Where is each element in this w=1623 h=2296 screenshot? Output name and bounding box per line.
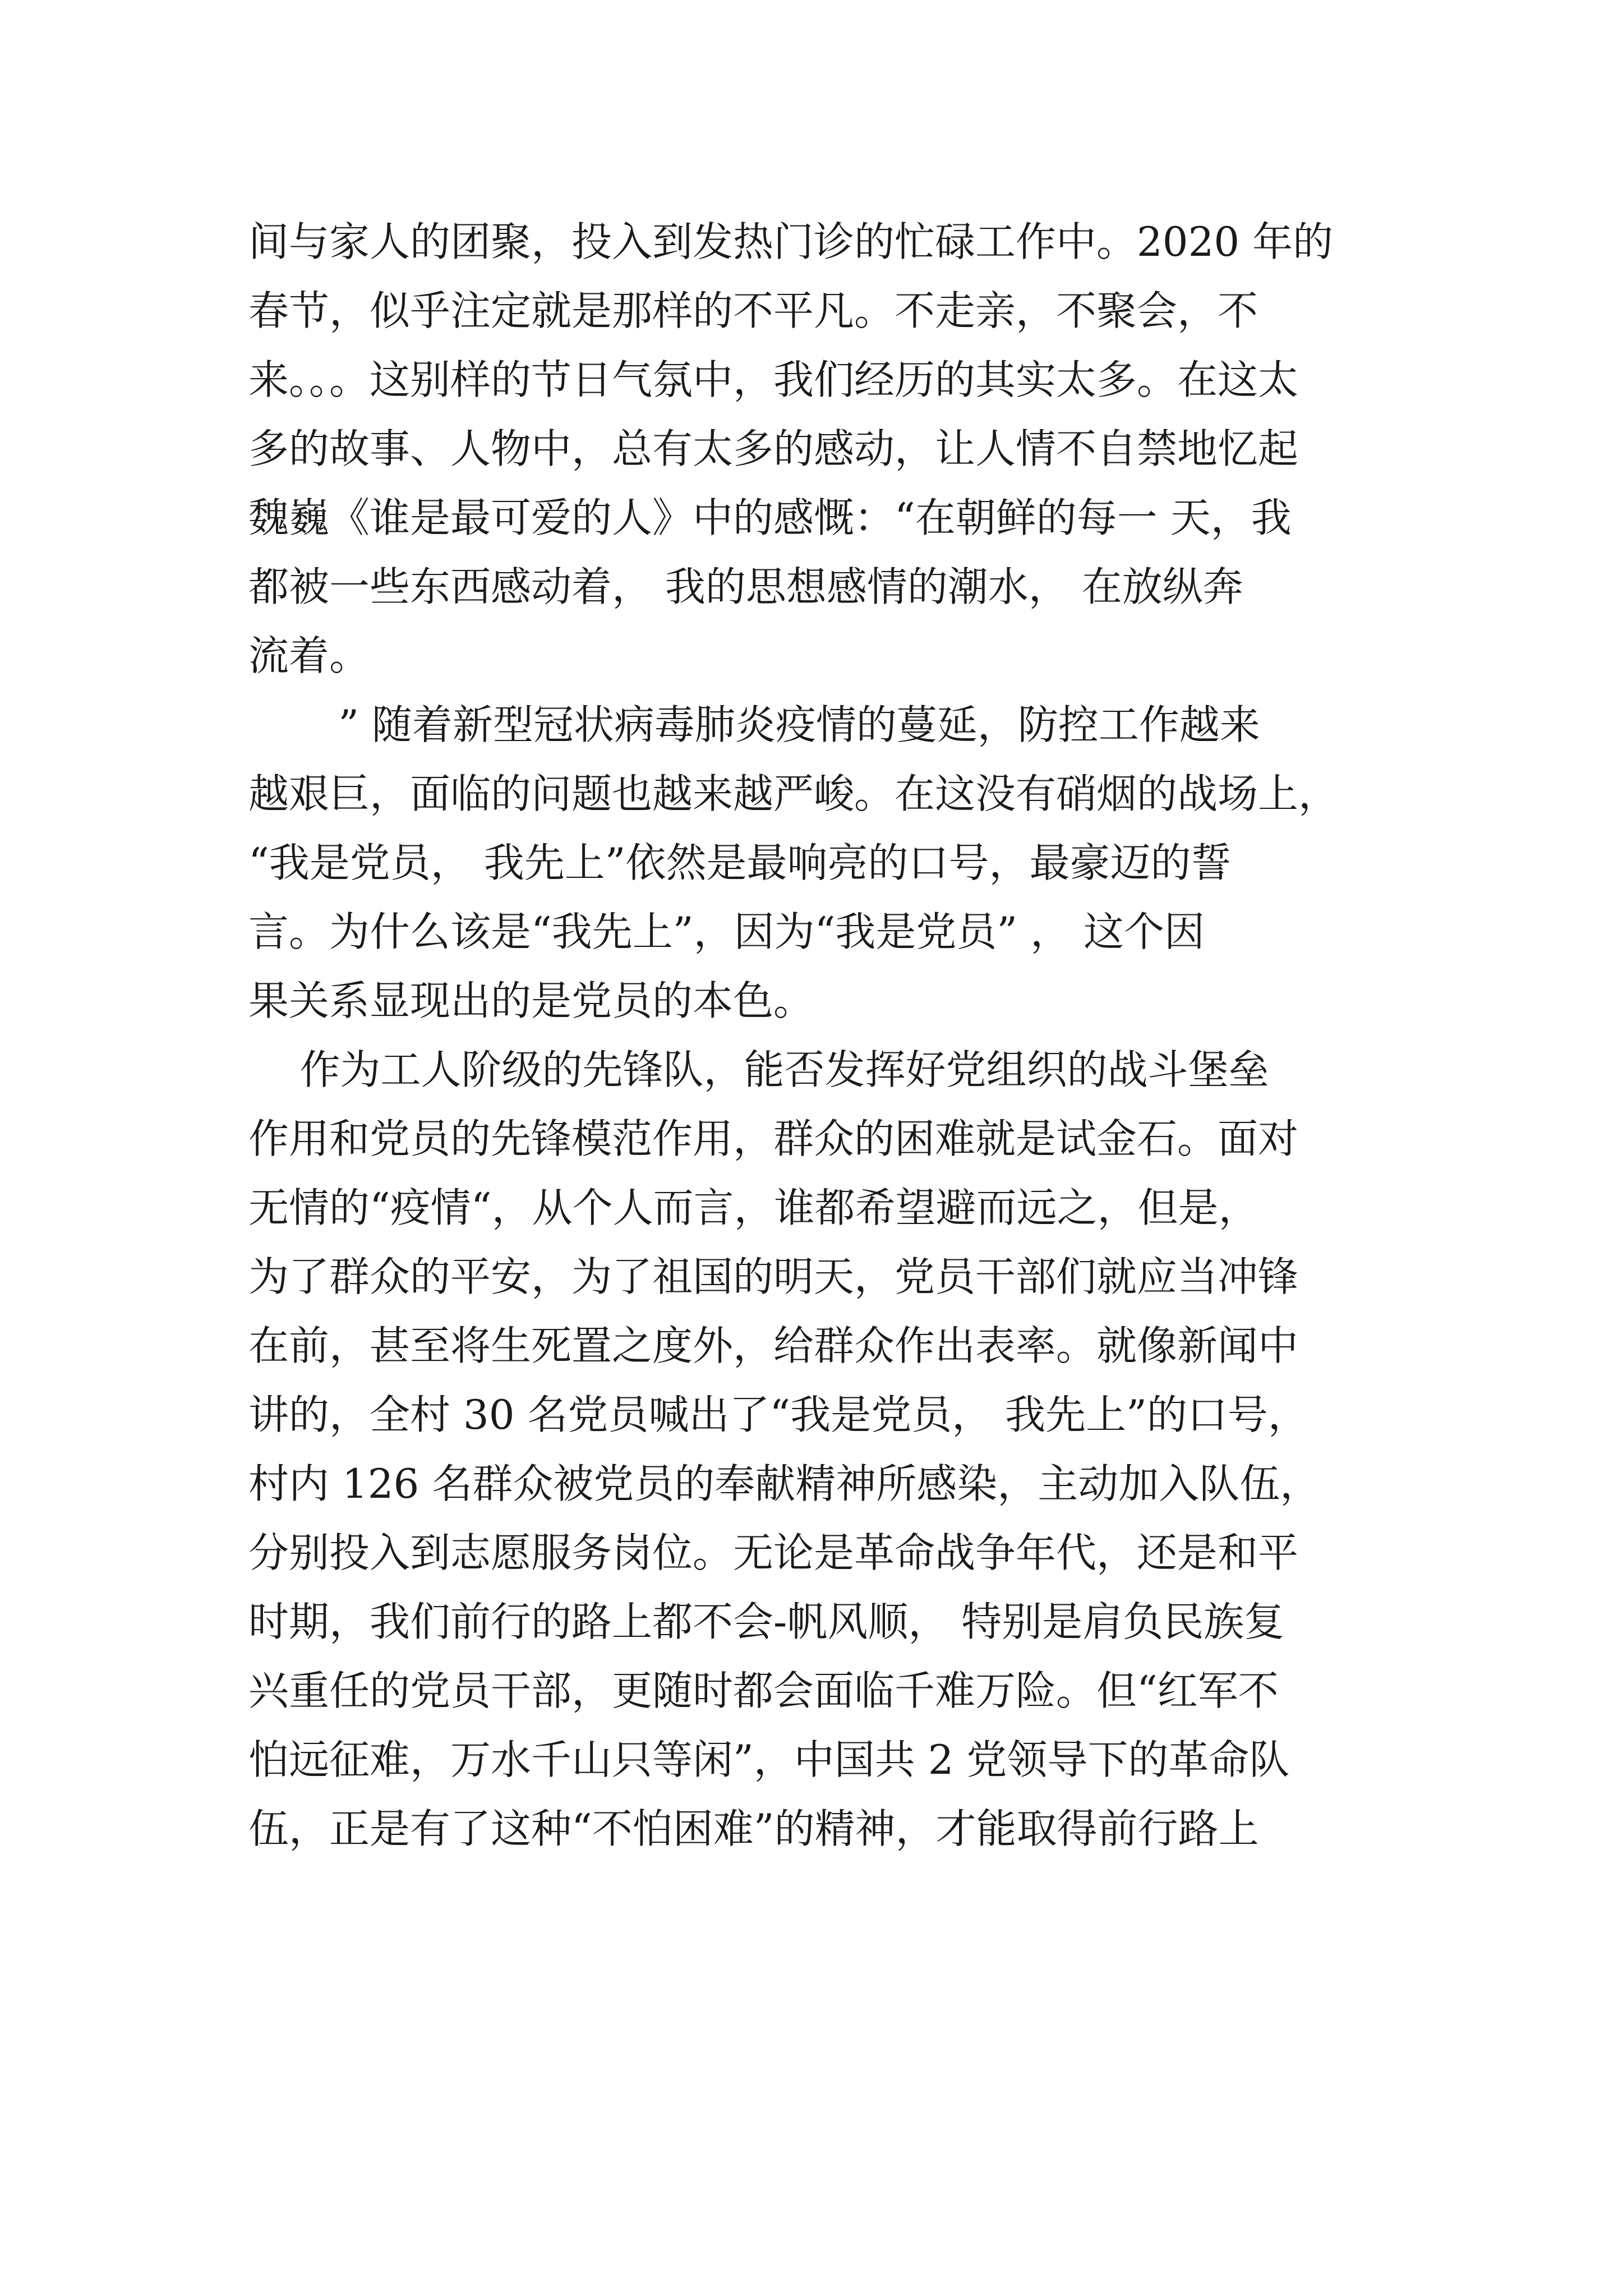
- text-line: 讲的，全村 30 名党员喊出了“我是党员， 我先上”的口号，: [248, 1391, 1308, 1438]
- text-line: 流着。: [248, 632, 370, 679]
- text-line: 都被一些东西感动着， 我的思想感情的潮水， 在放纵奔: [248, 563, 1243, 610]
- text-line: 为了群众的平安，为了祖国的明天，党员干部们就应当冲锋: [248, 1253, 1299, 1300]
- text-line: 怕远征难，万水千山只等闲”，中国共 2 党领导下的革命队: [248, 1736, 1290, 1783]
- text-line: 间与家人的团聚，投入到发热门诊的忙碌工作中。2020 年的: [248, 218, 1334, 265]
- text-line: 魏巍《谁是最可爱的人》中的感慨：“在朝鲜的每一 天，我: [248, 494, 1292, 541]
- text-line: 果关系显现出的是党员的本色。: [248, 977, 814, 1024]
- body-text: [248, 208, 1376, 1864]
- text-line: 分别投入到志愿服务岗位。无论是革命战争年代，还是和平: [248, 1529, 1299, 1576]
- text-line: 作用和党员的先锋模范作用，群众的困难就是试金石。面对: [248, 1115, 1299, 1162]
- text-line: ” 随着新型冠状病毒肺炎疫情的蔓延，防控工作越来: [248, 701, 1260, 748]
- text-line: 春节，似乎注定就是那样的不平凡。不走亲，不聚会，不: [248, 287, 1258, 334]
- text-line: 伍，正是有了这种“不怕困难”的精神，才能取得前行路上: [248, 1805, 1259, 1852]
- text-line: 村内 126 名群众被党员的奉献精神所感染，主动加入队伍，: [248, 1460, 1321, 1507]
- text-line: “我是党员， 我先上”依然是最响亮的口号，最豪迈的誓: [248, 839, 1232, 886]
- text-line: 作为工人阶级的先锋队，能否发挥好党组织的战斗堡垒: [248, 1046, 1269, 1093]
- text-line: 在前，甚至将生死置之度外，给群众作出表率。就像新闻中: [248, 1322, 1299, 1369]
- text-line: 多的故事、人物中，总有太多的感动，让人情不自禁地忆起: [248, 425, 1299, 472]
- text-line: 言。为什么该是“我先上”，因为“我是党员” ， 这个因: [248, 908, 1205, 955]
- text-line: 无情的“疫情“，从个人而言，谁都希望避而远之，但是，: [248, 1184, 1259, 1231]
- text-line: 越艰巨，面临的问题也越来越严峻。在这没有硝烟的战场上，: [248, 770, 1339, 817]
- text-line: 来。。。这别样的节日气氛中，我们经历的其实太多。在这太: [248, 356, 1299, 403]
- text-line: 时期，我们前行的路上都不会-帆风顺， 特别是肩负民族复: [248, 1598, 1285, 1645]
- text-line: 兴重任的党员干部，更随时都会面临千难万险。但“红军不: [248, 1667, 1279, 1714]
